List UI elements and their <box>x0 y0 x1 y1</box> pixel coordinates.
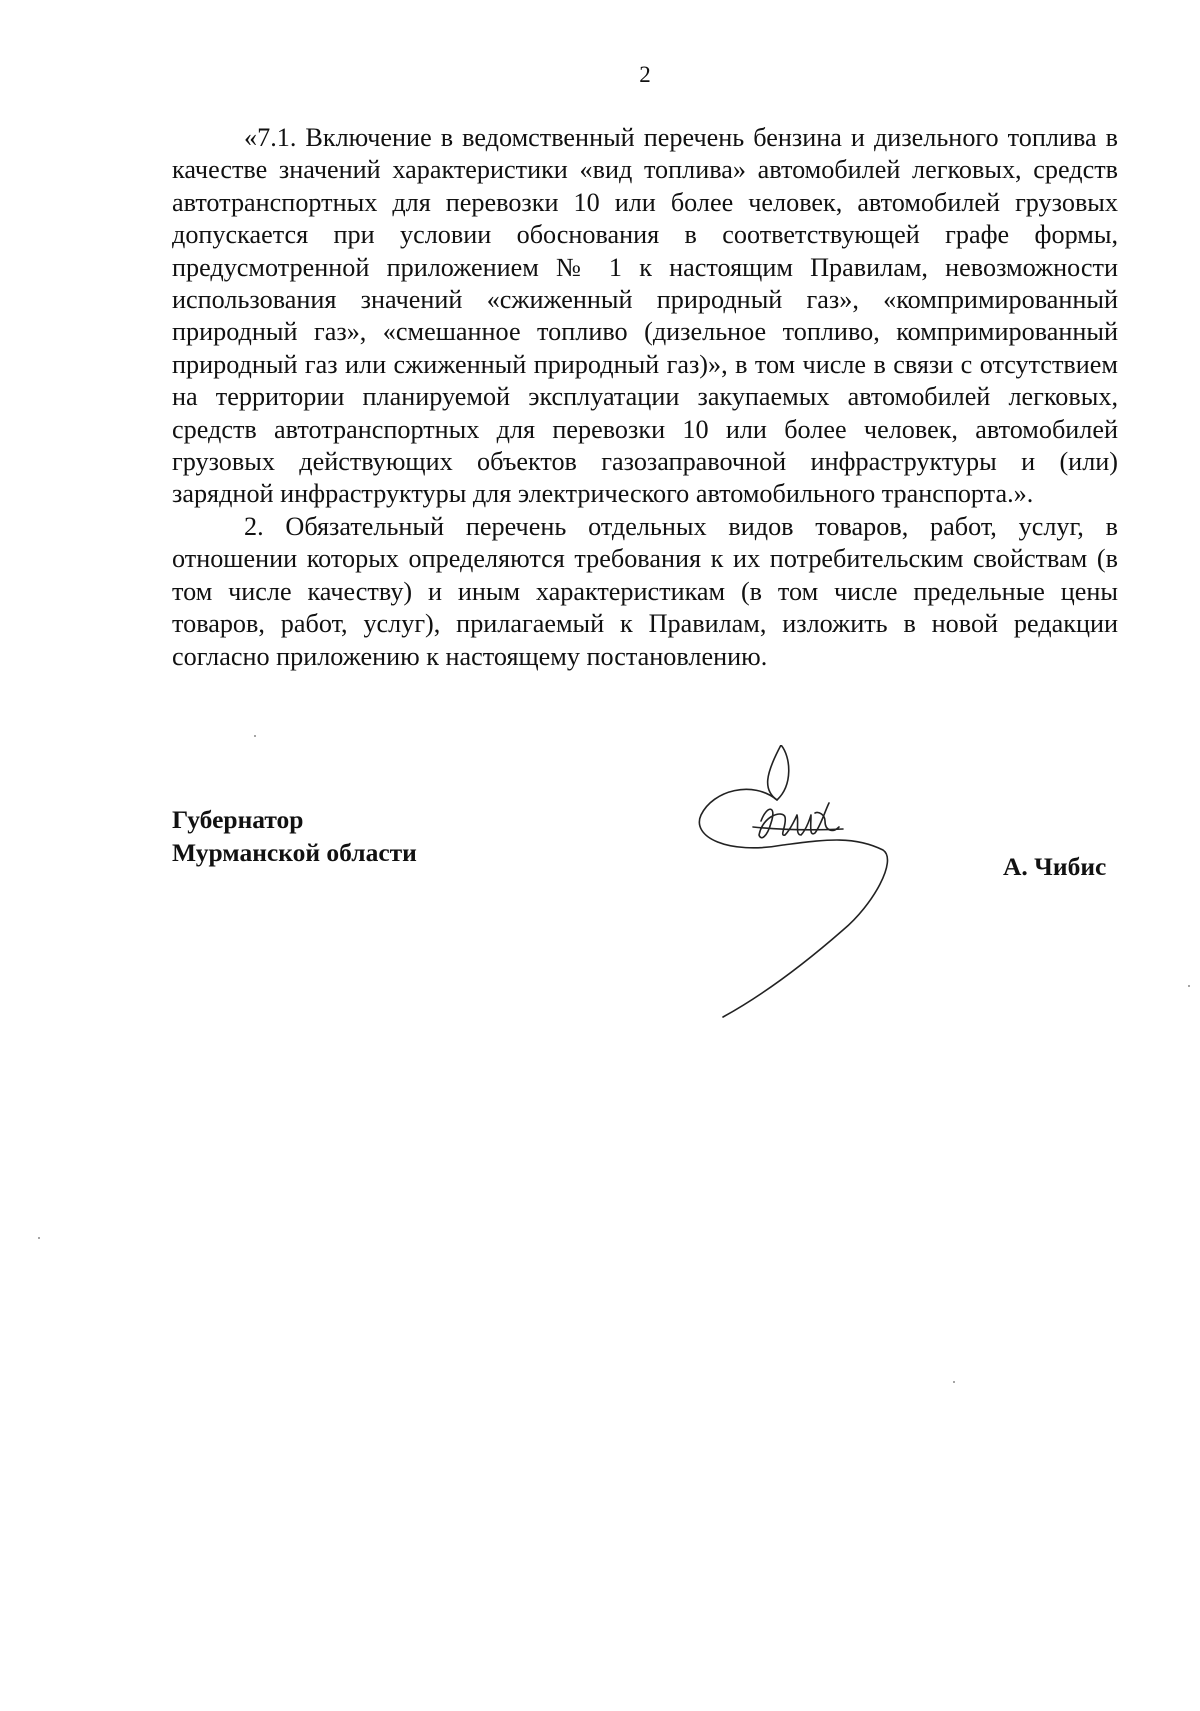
page-number: 2 <box>639 62 651 87</box>
signatory-title-line2: Мурманской области <box>172 838 417 867</box>
paragraph-7-1: «7.1. Включение в ведомственный перечень бензина и дизельного топлива в качестве значений характеристики «вид топлива» автомобилей легковых, средств автотранспортных для перевозки 10 или более человек, автомобилей грузовых допускается при условии обоснования в соответствующей графе формы, предусмотренной приложением № 1 к настоящим Правилам, невозможности использования значений «сжиженный природный газ», «компримированный природный газ», «смешанное топливо (дизельное топливо, компримированный природный газ или сжиженный природный газ)», в том числе в связи с отсутствием на территории планируемой эксплуатации закупаемых автомобилей легковых, средств автотранспортных для перевозки 10 или более человек, автомобилей грузовых действующих объектов газозаправочной инфраструктуры и (или) зарядной инфраструктуры для электрического автомобильного транспорта.». <box>172 123 1118 509</box>
handwritten-signature <box>693 745 939 1020</box>
scan-speck <box>38 1237 40 1239</box>
paragraph-2: 2. Обязательный перечень отдельных видов товаров, работ, услуг, в отношении которых определяются требования к их потребительским свойствам (в том числе качеству) и иным характеристикам (в том числе предельные цены товаров, работ, услуг), прилагаемый к Правилам, изложить в новой редакции согласно приложению к настоящему постановлению. <box>172 511 1118 671</box>
signatory-title-line1: Губернатор <box>172 805 304 834</box>
scan-speck <box>1188 985 1190 987</box>
scan-speck <box>953 1381 955 1383</box>
document-body <box>172 122 1118 673</box>
signatory-name: А. Чибис <box>1003 852 1107 881</box>
signatory-title <box>172 803 417 869</box>
scan-speck <box>254 735 256 737</box>
